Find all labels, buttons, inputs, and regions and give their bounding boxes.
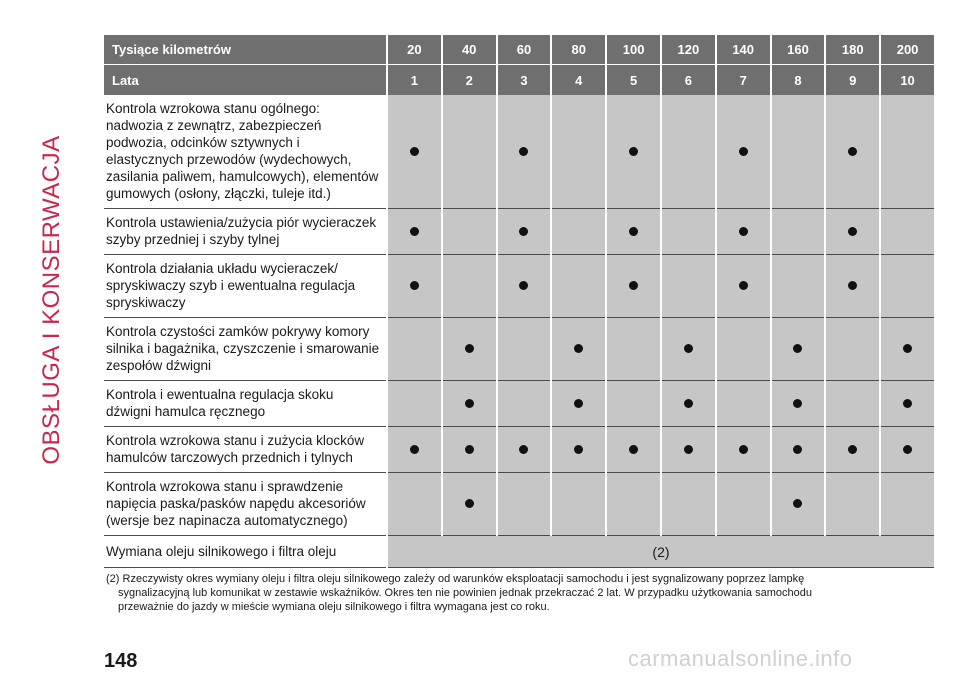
schedule-cell bbox=[498, 381, 551, 427]
schedule-cell bbox=[717, 318, 770, 381]
schedule-cell bbox=[607, 95, 660, 209]
table-row bbox=[104, 318, 934, 381]
schedule-cell bbox=[881, 95, 934, 209]
bullet-icon bbox=[848, 147, 857, 156]
schedule-cell bbox=[717, 473, 770, 536]
bullet-icon bbox=[848, 227, 857, 236]
bullet-icon bbox=[574, 399, 583, 408]
oil-change-row bbox=[104, 536, 934, 568]
page-number: 148 bbox=[104, 650, 138, 672]
schedule-cell bbox=[881, 255, 934, 318]
schedule-cell bbox=[443, 427, 496, 473]
footnote bbox=[106, 572, 896, 614]
schedule-cell bbox=[826, 209, 879, 255]
schedule-cell bbox=[552, 473, 605, 536]
row-label: Kontrola i ewentualna regulacja skoku dźwigni hamulca ręcznego bbox=[104, 381, 386, 427]
bullet-icon bbox=[684, 399, 693, 408]
schedule-cell bbox=[443, 95, 496, 209]
oil-change-label: Wymiana oleju silnikowego i filtra oleju bbox=[104, 536, 386, 568]
bullet-icon bbox=[465, 499, 474, 508]
schedule-cell bbox=[717, 381, 770, 427]
bullet-icon bbox=[574, 344, 583, 353]
schedule-cell bbox=[881, 381, 934, 427]
bullet-icon bbox=[465, 344, 474, 353]
schedule-cell bbox=[717, 427, 770, 473]
schedule-cell bbox=[772, 95, 825, 209]
maintenance-rows bbox=[104, 95, 934, 536]
table-row bbox=[104, 255, 934, 318]
schedule-cell bbox=[607, 427, 660, 473]
bullet-icon bbox=[903, 399, 912, 408]
schedule-cell bbox=[388, 427, 441, 473]
bullet-icon bbox=[629, 227, 638, 236]
schedule-cell bbox=[388, 95, 441, 209]
year-value: 3 bbox=[498, 65, 551, 95]
schedule-cell bbox=[552, 318, 605, 381]
km-value: 160 bbox=[772, 35, 825, 65]
footnote-marker: (2) bbox=[106, 573, 120, 585]
schedule-cell bbox=[388, 255, 441, 318]
schedule-cell bbox=[881, 427, 934, 473]
schedule-cell bbox=[443, 473, 496, 536]
year-value: 10 bbox=[881, 65, 934, 95]
schedule-cell bbox=[881, 209, 934, 255]
schedule-cell bbox=[826, 381, 879, 427]
bullet-icon bbox=[519, 227, 528, 236]
schedule-cell bbox=[662, 473, 715, 536]
bullet-icon bbox=[739, 281, 748, 290]
bullet-icon bbox=[684, 445, 693, 454]
schedule-cell bbox=[388, 381, 441, 427]
schedule-cell bbox=[826, 427, 879, 473]
bullet-icon bbox=[519, 147, 528, 156]
bullet-icon bbox=[848, 281, 857, 290]
footnote-line-3: przeważnie do jazdy w mieście wymiana oleju silnikowego i filtra wymagana jest co roku. bbox=[118, 601, 550, 613]
table-row bbox=[104, 427, 934, 473]
schedule-cell bbox=[662, 427, 715, 473]
km-value: 20 bbox=[388, 35, 441, 65]
km-value: 140 bbox=[717, 35, 770, 65]
bullet-icon bbox=[410, 147, 419, 156]
schedule-cell bbox=[662, 255, 715, 318]
schedule-cell bbox=[498, 255, 551, 318]
row-label: Kontrola ustawienia/zużycia piór wycieraczek szyby przedniej i szyby tylnej bbox=[104, 209, 386, 255]
bullet-icon bbox=[739, 445, 748, 454]
schedule-cell bbox=[662, 95, 715, 209]
schedule-cell bbox=[717, 255, 770, 318]
bullet-icon bbox=[519, 281, 528, 290]
bullet-icon bbox=[739, 227, 748, 236]
schedule-cell bbox=[772, 255, 825, 318]
schedule-cell bbox=[552, 381, 605, 427]
km-value: 200 bbox=[881, 35, 934, 65]
bullet-icon bbox=[903, 445, 912, 454]
table-row bbox=[104, 95, 934, 209]
schedule-cell bbox=[552, 255, 605, 318]
schedule-cell bbox=[662, 381, 715, 427]
km-value: 100 bbox=[607, 35, 660, 65]
footnote-line-2: sygnalizacyjną lub komunikat w zestawie wskaźników. Okres ten nie powinien jednak przekraczać 2 lat. W przypadku użytkowania samochodu bbox=[118, 587, 812, 599]
schedule-cell bbox=[662, 209, 715, 255]
schedule-cell bbox=[388, 473, 441, 536]
schedule-cell bbox=[498, 473, 551, 536]
maintenance-schedule-table bbox=[102, 35, 936, 568]
bullet-icon bbox=[574, 445, 583, 454]
year-value: 6 bbox=[662, 65, 715, 95]
bullet-icon bbox=[793, 499, 802, 508]
bullet-icon bbox=[465, 445, 474, 454]
km-value: 120 bbox=[662, 35, 715, 65]
bullet-icon bbox=[739, 147, 748, 156]
header-row-years bbox=[104, 65, 934, 95]
schedule-cell bbox=[826, 473, 879, 536]
schedule-cell bbox=[826, 318, 879, 381]
oil-change-note: (2) bbox=[388, 536, 934, 568]
schedule-cell bbox=[772, 381, 825, 427]
schedule-cell bbox=[552, 95, 605, 209]
bullet-icon bbox=[793, 399, 802, 408]
km-label: Tysiące kilometrów bbox=[104, 35, 386, 65]
km-value: 80 bbox=[552, 35, 605, 65]
bullet-icon bbox=[629, 147, 638, 156]
schedule-cell bbox=[772, 318, 825, 381]
bullet-icon bbox=[519, 445, 528, 454]
year-value: 1 bbox=[388, 65, 441, 95]
bullet-icon bbox=[410, 281, 419, 290]
bullet-icon bbox=[793, 344, 802, 353]
header-row-kilometers bbox=[104, 35, 934, 65]
row-label: Kontrola czystości zamków pokrywy komory silnika i bagażnika, czyszczenie i smarowanie zespołów dźwigni bbox=[104, 318, 386, 381]
schedule-cell bbox=[498, 95, 551, 209]
schedule-cell bbox=[443, 318, 496, 381]
row-label: Kontrola wzrokowa stanu ogólnego: nadwozia z zewnątrz, zabezpieczeń podwozia, odcinków sztywnych i elastycznych przewodów (wydechowych, zasilania paliwem, hamulcowych), elementów gumowych (osłony, złączki, tuleje itd.) bbox=[104, 95, 386, 209]
schedule-cell bbox=[498, 427, 551, 473]
schedule-cell bbox=[498, 318, 551, 381]
schedule-cell bbox=[717, 95, 770, 209]
schedule-cell bbox=[443, 381, 496, 427]
table-row bbox=[104, 381, 934, 427]
schedule-cell bbox=[443, 209, 496, 255]
schedule-cell bbox=[388, 209, 441, 255]
schedule-cell bbox=[662, 318, 715, 381]
schedule-cell bbox=[826, 255, 879, 318]
bullet-icon bbox=[629, 281, 638, 290]
table-row bbox=[104, 473, 934, 536]
schedule-cell bbox=[607, 255, 660, 318]
bullet-icon bbox=[684, 344, 693, 353]
schedule-cell bbox=[772, 427, 825, 473]
schedule-cell bbox=[607, 318, 660, 381]
schedule-cell bbox=[772, 209, 825, 255]
year-value: 9 bbox=[826, 65, 879, 95]
year-value: 4 bbox=[552, 65, 605, 95]
schedule-cell bbox=[826, 95, 879, 209]
schedule-cell bbox=[881, 473, 934, 536]
schedule-cell bbox=[498, 209, 551, 255]
schedule-cell bbox=[552, 427, 605, 473]
schedule-cell bbox=[717, 209, 770, 255]
year-value: 7 bbox=[717, 65, 770, 95]
km-value: 40 bbox=[443, 35, 496, 65]
table-row bbox=[104, 209, 934, 255]
year-value: 8 bbox=[772, 65, 825, 95]
bullet-icon bbox=[465, 399, 474, 408]
bullet-icon bbox=[629, 445, 638, 454]
years-label: Lata bbox=[104, 65, 386, 95]
bullet-icon bbox=[410, 445, 419, 454]
footnote-line-1: Rzeczywisty okres wymiany oleju i filtra oleju silnikowego zależy od warunków eksploatacji samochodu i jest sygnalizowany poprzez lampkę bbox=[122, 573, 805, 585]
bullet-icon bbox=[903, 344, 912, 353]
bullet-icon bbox=[793, 445, 802, 454]
schedule-cell bbox=[388, 318, 441, 381]
bullet-icon bbox=[410, 227, 419, 236]
row-label: Kontrola działania układu wycieraczek/ spryskiwaczy szyb i ewentualna regulacja spryskiwaczy bbox=[104, 255, 386, 318]
year-value: 5 bbox=[607, 65, 660, 95]
schedule-cell bbox=[607, 381, 660, 427]
schedule-cell bbox=[881, 318, 934, 381]
schedule-cell bbox=[552, 209, 605, 255]
watermark: carmanualsonline.info bbox=[628, 646, 853, 671]
km-value: 60 bbox=[498, 35, 551, 65]
schedule-cell bbox=[607, 473, 660, 536]
schedule-cell bbox=[443, 255, 496, 318]
km-value: 180 bbox=[826, 35, 879, 65]
schedule-cell bbox=[607, 209, 660, 255]
section-title: OBSŁUGA I KONSERWACJA bbox=[38, 135, 65, 465]
row-label: Kontrola wzrokowa stanu i zużycia klocków hamulców tarczowych przednich i tylnych bbox=[104, 427, 386, 473]
year-value: 2 bbox=[443, 65, 496, 95]
schedule-cell bbox=[772, 473, 825, 536]
row-label: Kontrola wzrokowa stanu i sprawdzenie napięcia paska/pasków napędu akcesoriów (wersje bez napinacza automatycznego) bbox=[104, 473, 386, 536]
bullet-icon bbox=[848, 445, 857, 454]
